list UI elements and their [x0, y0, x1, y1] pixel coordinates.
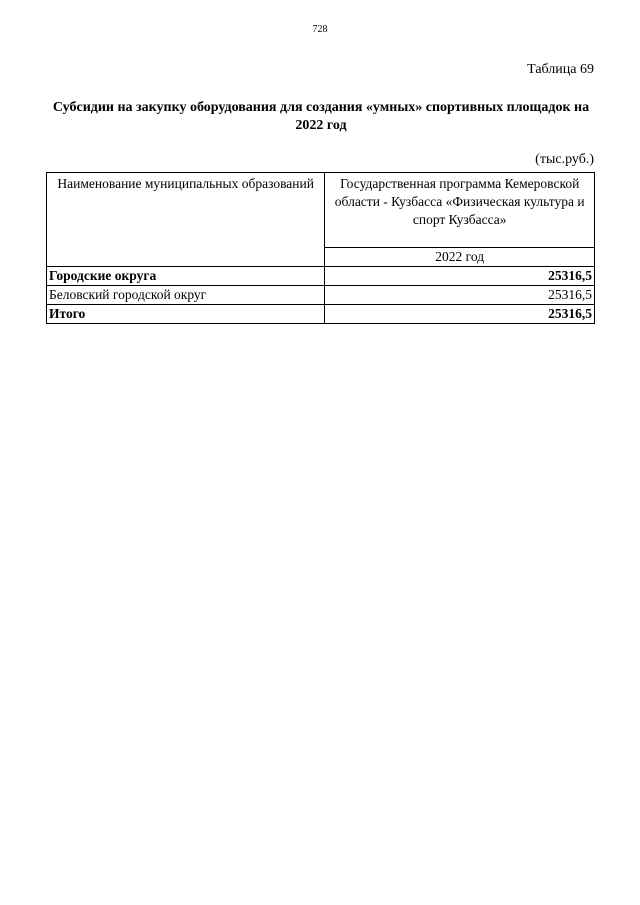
table-row: [47, 286, 595, 305]
table-label: Таблица 69: [527, 62, 594, 77]
document-title: Субсидии на закупку оборудования для создания «умных» спортивных площадок на 2022 год: [52, 100, 590, 133]
row-value: 25316,5: [325, 286, 595, 305]
table-row: [47, 267, 595, 286]
units-label: (тыс.руб.): [535, 152, 594, 167]
table-row-total: [47, 305, 595, 324]
header-municipality-name: Наименование муниципальных образований: [47, 173, 325, 267]
row-value: 25316,5: [325, 305, 595, 324]
page-number: 728: [312, 24, 328, 35]
row-value: 25316,5: [325, 267, 595, 286]
subsidy-table: [46, 172, 595, 324]
header-program: Государственная программа Кемеровской области - Кузбасса «Физическая культура и спорт Кузбасса»: [325, 173, 595, 248]
header-year: 2022 год: [325, 248, 595, 267]
row-name: Итого: [47, 305, 325, 324]
table-header-row: [47, 173, 595, 248]
row-name: Беловский городской округ: [47, 286, 325, 305]
row-name: Городские округа: [47, 267, 325, 286]
